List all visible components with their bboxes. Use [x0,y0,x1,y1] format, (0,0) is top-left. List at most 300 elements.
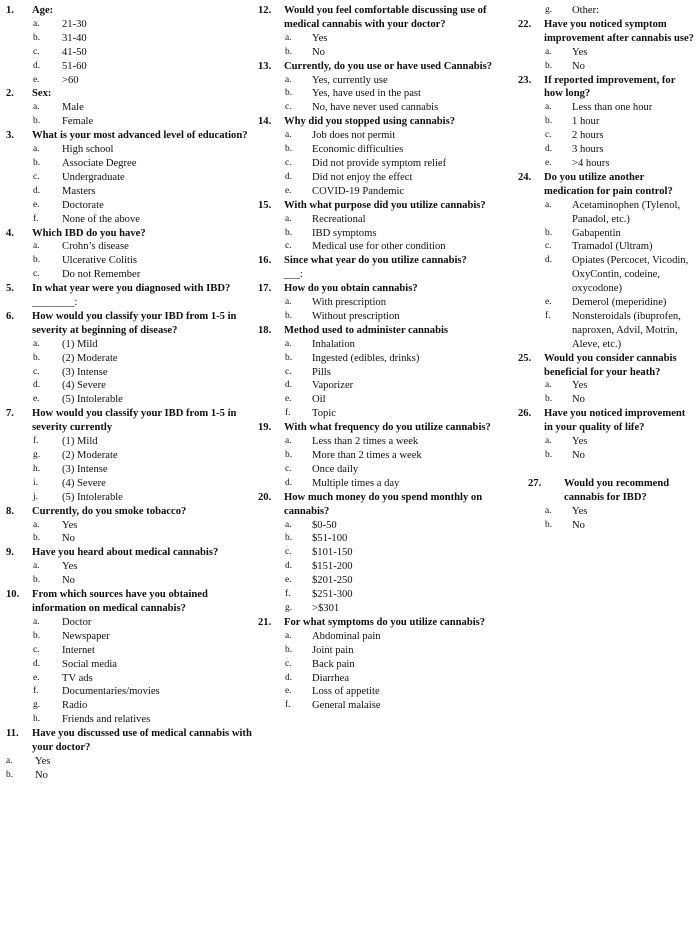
question-text: Do you utilize another medication for pain control? [544,171,673,197]
option-text: (2) Moderate [62,352,118,364]
option-text: Nonsteroidals (ibuprofen, naproxen, Advil, Motrin, Aleve, etc.) [572,310,681,350]
option-letter: c. [545,130,552,141]
option-letter: d. [285,477,293,488]
option-letter: b. [285,46,293,57]
option-letter: e. [33,394,40,405]
option-text: Crohn’s disease [62,241,129,253]
option-text: (5) Intolerable [62,394,123,406]
answer-option [518,296,694,310]
option-letter: d. [33,60,41,71]
answer-option [258,310,520,324]
question-text: Currently, do you use or have used Cannabis? [284,60,492,72]
option-text: >$301 [312,602,340,614]
answer-blank: ________: [32,297,78,309]
option-letter: c. [33,46,40,57]
option-letter: d. [285,171,293,182]
option-letter: c. [285,366,292,377]
answer-option [6,644,252,658]
option-letter: e. [545,297,552,308]
option-text: Yes [62,519,78,531]
question-block [6,505,252,547]
question-text: In what year were you diagnosed with IBD? [32,283,231,295]
option-letter: c. [285,102,292,113]
question-number: 1. [6,5,14,16]
answer-option [258,560,520,574]
option-text: Joint pain [312,644,354,656]
question-text: Would you consider cannabis beneficial for your heath? [544,352,677,378]
option-text: $101-150 [312,547,353,559]
question-number: 12. [258,5,272,16]
answer-option [518,129,694,143]
option-letter: a. [545,505,552,516]
option-letter: d. [545,255,553,266]
question-text: With what purpose did you utilize cannabis? [284,199,486,211]
question-block [518,477,694,533]
question [6,4,252,18]
option-text: 3 hours [572,144,604,156]
question [6,505,252,519]
question-block [518,18,694,74]
question-block [6,546,252,588]
question-text: Have you heard about medical cannabis? [32,547,219,559]
question-text: Have you noticed improvement in your quality of life? [544,408,686,434]
question-block [6,129,252,226]
option-letter: c. [33,269,40,280]
answer-option [518,227,694,241]
option-letter: a. [285,338,292,349]
option-letter: a. [545,436,552,447]
option-letter: d. [285,380,293,391]
question-block [258,115,520,198]
answer-option [6,463,252,477]
option-text: $0-50 [312,519,337,531]
answer-option [6,18,252,32]
option-text: 31-40 [62,32,87,44]
question [258,60,520,74]
option-letter: e. [545,157,552,168]
answer-option [518,505,694,519]
question-number: 9. [6,547,14,559]
option-text: (3) Intense [62,463,108,475]
option-text: Abdominal pain [312,630,381,642]
option-letter: e. [285,185,292,196]
question [258,4,520,32]
option-letter: d. [285,672,293,683]
option-text: Female [62,116,94,128]
answer-option [6,254,252,268]
answer-option [258,227,520,241]
column-1 [6,4,252,783]
question-text: Have you discussed use of medical cannabis with your doctor? [32,728,252,754]
question [6,282,252,296]
question-block [258,491,520,616]
question-number: 23. [518,74,532,86]
question-number: 5. [6,283,14,295]
option-letter: b. [285,352,293,363]
answer-option [6,268,252,282]
answer-option [518,435,694,449]
option-text: $251-300 [312,589,353,601]
question-number: 22. [518,18,532,30]
option-text: Inhalation [312,338,355,350]
option-letter: e. [285,686,292,697]
option-letter: b. [285,227,293,238]
answer-option [6,74,252,88]
answer-option [258,685,520,699]
option-letter: b. [285,310,293,321]
question-number: 8. [6,505,14,517]
question [258,616,520,630]
answer-option [6,185,252,199]
answer-option [258,699,520,713]
answer-option [258,87,520,101]
option-text: Yes, currently use [312,74,388,86]
option-letter: a. [33,102,40,113]
answer-option [6,449,252,463]
answer-option [6,616,252,630]
question-number: 26. [518,408,532,420]
answer-option [258,157,520,171]
option-letter: c. [545,241,552,252]
answer-option [6,630,252,644]
option-text: Opiates (Percocet, Vicodin, OxyContin, codeine, oxycodone) [572,255,689,295]
question-text: Would you feel comfortable discussing use of medical cannabis with your doctor? [284,5,487,30]
question [518,352,694,380]
answer-option [6,699,252,713]
option-text: (1) Mild [62,338,98,350]
answer-option [258,352,520,366]
option-text: Demerol (meperidine) [572,297,667,309]
option-letter: c. [285,241,292,252]
option-text: Friends and relatives [62,714,151,726]
option-letter: e. [285,394,292,405]
answer-option [518,310,694,352]
answer-option [6,491,252,505]
answer-option [518,393,694,407]
answer-option [258,366,520,380]
answer-option [518,4,694,18]
question [518,477,694,505]
question-block [258,616,520,713]
option-text: Recreational [312,213,366,225]
option-letter: b. [33,255,41,266]
answer-option [518,379,694,393]
answer-option [258,32,520,46]
option-letter: c. [33,171,40,182]
option-text: Multiple times a day [312,477,400,489]
question-block [258,324,520,421]
question-block [258,4,520,60]
question-text: Currently, do you smoke tobacco? [32,505,187,517]
option-letter: a. [33,519,40,530]
option-text: Back pain [312,658,355,670]
question-block [6,87,252,129]
question-number: 11. [6,728,19,740]
option-letter: e. [33,74,40,85]
question-block [6,727,252,783]
option-letter: f. [33,213,39,224]
answer-option [258,477,520,491]
answer-option [258,574,520,588]
answer-option [6,338,252,352]
option-text: No [62,533,75,545]
option-text: Once daily [312,463,359,475]
question-number: 19. [258,422,272,434]
answer-option [6,658,252,672]
option-text: Pills [312,366,331,378]
option-letter: b. [285,450,293,460]
question-text: From which sources have you obtained information on medical cannabis? [32,589,208,614]
question-text: Age: [32,5,54,16]
answer-option [258,171,520,185]
question [6,310,252,338]
option-letter: b. [285,144,293,155]
question [258,254,520,268]
answer-option [6,143,252,157]
option-text: Associate Degree [62,157,137,169]
answer-option [518,199,694,227]
option-letter: b. [6,769,14,780]
option-text: Radio [62,700,88,712]
answer-option [6,519,252,533]
answer-option [6,60,252,74]
option-text: High school [62,144,114,156]
option-text: More than 2 times a week [312,450,422,461]
answer-option [518,46,694,60]
answer-option [6,240,252,254]
option-text: Internet [62,644,95,656]
answer-option [6,213,252,227]
question-text: How much money do you spend monthly on cannabis? [284,491,483,517]
option-letter: b. [33,630,41,641]
option-text: With prescription [312,297,387,309]
option-text: Loss of appetite [312,686,380,698]
option-text: Job does not permit [312,130,396,142]
question-number: 15. [258,199,272,211]
option-text: Newspaper [62,630,110,642]
answer-option [258,449,520,463]
option-text: Without prescription [312,310,400,322]
option-letter: f. [545,310,551,321]
option-text: 51-60 [62,60,87,72]
option-text: No [572,519,585,531]
question-block [6,588,252,727]
option-text: $201-250 [312,575,353,587]
option-text: No [572,450,585,461]
option-letter: e. [33,672,40,683]
option-text: $151-200 [312,561,353,573]
option-letter: a. [33,561,40,572]
answer-option [258,101,520,115]
option-letter: a. [285,297,292,308]
option-letter: b. [545,519,553,530]
question [6,588,252,616]
option-text: Doctor [62,616,92,628]
option-letter: g. [33,450,41,460]
option-letter: b. [33,157,41,168]
option-letter: a. [285,630,292,641]
answer-option [258,185,520,199]
answer-option [258,129,520,143]
question [6,727,252,755]
question-text: With what frequency do you utilize cannabis? [284,422,491,434]
question-number: 27. [528,477,542,489]
answer-option [6,560,252,574]
option-letter: b. [285,644,293,655]
option-letter: b. [545,60,553,71]
option-text: Other: [572,5,600,16]
answer-option [258,393,520,407]
option-letter: g. [33,700,41,711]
option-letter: b. [33,533,41,544]
answer-option [258,463,520,477]
answer-option [258,602,520,616]
question-text: What is your most advanced level of education? [32,130,248,142]
question-text: If reported improvement, for how long? [544,74,676,100]
answer-option [6,366,252,380]
option-text: No [572,394,585,406]
answer-option [6,157,252,171]
option-text: (1) Mild [62,436,98,448]
question-block [258,254,520,282]
answer-option [258,46,520,60]
option-text: Documentaries/movies [62,686,160,698]
option-letter: e. [33,199,40,210]
answer-option [6,769,252,783]
answer-option [6,672,252,686]
question [258,491,520,519]
question-number: 2. [6,88,14,100]
question [6,87,252,101]
option-letter: a. [33,144,40,155]
question-block [258,199,520,255]
option-letter: b. [545,116,553,127]
option-text: IBD symptoms [312,227,377,239]
option-text: (2) Moderate [62,450,118,461]
option-letter: f. [285,408,291,419]
option-letter: a. [545,102,552,113]
option-text: General malaise [312,700,381,712]
question-number: 3. [6,130,14,142]
question-number: 6. [6,310,14,322]
question [6,407,252,435]
option-letter: a. [545,46,552,57]
question-block [6,227,252,283]
option-text: 21-30 [62,18,87,30]
option-text: Less than one hour [572,102,653,114]
answer-option [6,352,252,366]
question [6,129,252,143]
answer-option [518,115,694,129]
question [6,546,252,560]
question-text: Why did you stopped using cannabis? [284,116,456,128]
option-text: Yes [62,561,78,573]
option-letter: g. [285,602,293,613]
answer-option [518,101,694,115]
answer-option [258,296,520,310]
question-block [6,4,252,87]
option-letter: a. [33,241,40,252]
option-text: (3) Intense [62,366,108,378]
question-block [258,60,520,116]
option-text: TV ads [62,672,93,684]
option-letter: b. [545,450,553,460]
option-text: 1 hour [572,116,600,128]
question-number: 18. [258,324,272,336]
question-text: How would you classify your IBD from 1-5 in severity currently [32,408,237,434]
question-block [258,282,520,324]
answer-option [258,658,520,672]
column-2 [258,4,520,713]
option-text: Ingested (edibles, drinks) [312,352,420,364]
question [258,421,520,435]
option-letter: a. [6,755,13,766]
answer-option [6,713,252,727]
answer-option [6,115,252,129]
option-letter: c. [285,463,292,474]
answer-option [258,532,520,546]
option-letter: g. [545,5,553,15]
option-letter: a. [285,130,292,141]
option-text: >4 hours [572,157,610,169]
question [258,282,520,296]
option-letter: b. [545,394,553,405]
answer-option [518,143,694,157]
option-letter: c. [33,366,40,377]
option-letter: c. [33,644,40,655]
question-text: For what symptoms do you utilize cannabis? [284,616,486,628]
answer-option [6,46,252,60]
answer-option [258,213,520,227]
option-text: (5) Intolerable [62,491,123,503]
question-number: 7. [6,408,14,420]
option-text: Vaporizer [312,380,354,392]
option-text: 41-50 [62,46,87,58]
question-number: 16. [258,255,272,267]
option-text: (4) Severe [62,477,106,489]
option-text: Oil [312,394,326,406]
option-text: Yes [312,32,328,44]
answer-option [6,574,252,588]
option-text: (4) Severe [62,380,106,392]
question-number: 21. [258,616,272,628]
option-text: Topic [312,408,336,420]
option-letter: f. [33,686,39,697]
option-text: No [35,769,48,781]
answer-option [258,644,520,658]
option-text: Undergraduate [62,171,125,183]
option-text: No [62,575,75,587]
answer-option [518,60,694,74]
answer-option [6,199,252,213]
answer-option [258,379,520,393]
option-letter: f. [285,700,291,711]
option-text: Yes [572,505,588,517]
answer-option [258,672,520,686]
option-letter: c. [285,658,292,669]
question-number: 17. [258,283,272,295]
answer-option [258,588,520,602]
answer-option [258,240,520,254]
option-text: Yes [35,755,51,767]
question-text: Since what year do you utilize cannabis? [284,255,467,267]
answer-option [6,755,252,769]
option-letter: i. [33,477,38,488]
option-letter: f. [285,589,291,600]
option-text: Yes [572,46,588,58]
option-text: COVID-19 Pandemic [312,185,405,197]
answer-option [6,477,252,491]
